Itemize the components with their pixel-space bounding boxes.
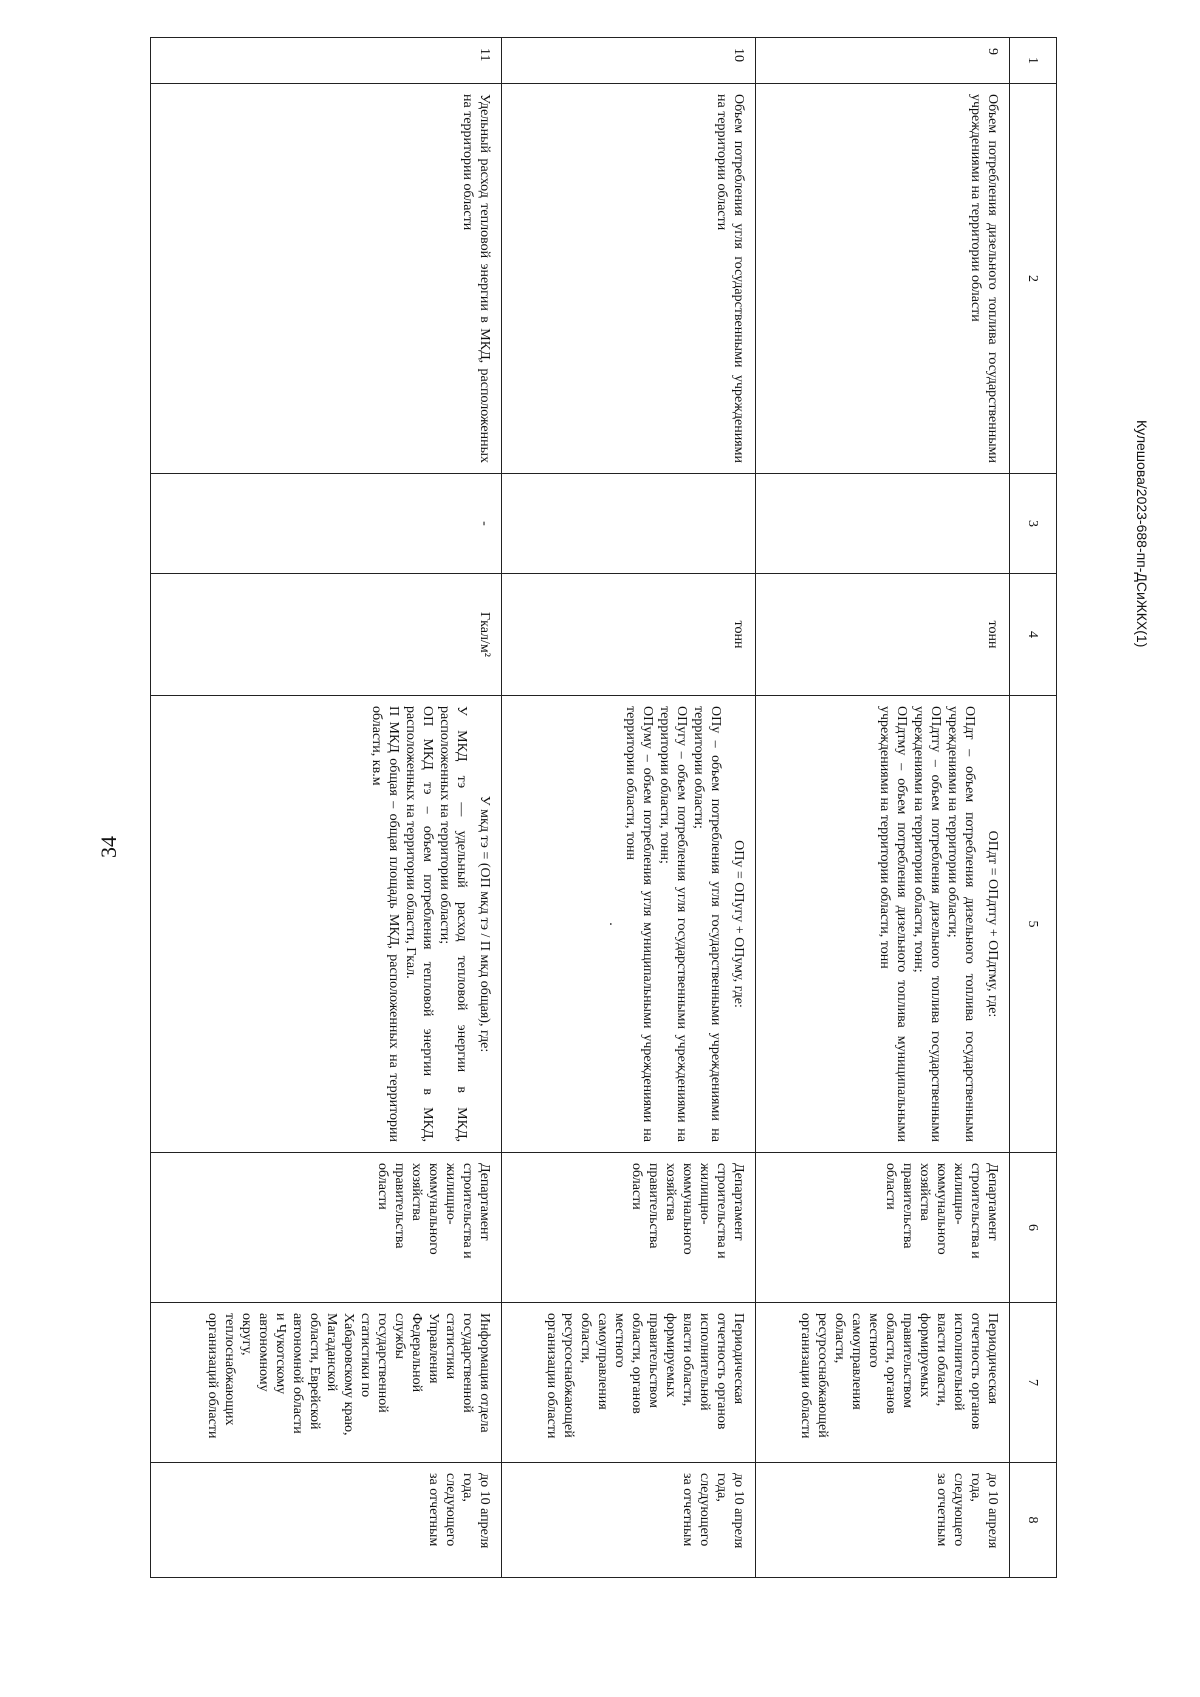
source-line: местного (612, 1313, 628, 1368)
source-line: ресурсоснабжающей (561, 1313, 577, 1438)
page-number: 34 (96, 836, 121, 858)
responsible-line: области (375, 1163, 391, 1210)
deadline-line: следующего (443, 1473, 459, 1547)
source-line: формируемых (663, 1313, 679, 1398)
data-source (151, 1303, 502, 1463)
deadline-line: года, (460, 1473, 476, 1502)
responsible-line: правительства (900, 1163, 915, 1249)
source-line: Магаданской (324, 1313, 340, 1392)
source-line: области, органов (883, 1313, 898, 1414)
header-cell: 8 (1010, 1463, 1057, 1578)
source-line: организации области (798, 1313, 813, 1439)
responsible-line: Департамент (985, 1163, 1000, 1241)
unit: Гкал/м² (151, 574, 502, 696)
header-cell: 1 (1010, 38, 1057, 84)
source-line: статистики по (358, 1313, 374, 1398)
source-line: самоуправления (595, 1313, 611, 1410)
indicator-name: Объем потребления дизельного топлива государственными учреждениями на территории области (756, 84, 1010, 474)
responsible-body (756, 1153, 1010, 1303)
indicators-table (150, 37, 1057, 1578)
base-value (756, 474, 1010, 574)
table-row (502, 38, 756, 1578)
formula-definition: ОПуму – объем потребления угля муниципальными учреждениями на территории области, тонн (623, 706, 656, 1142)
data-source (502, 1303, 756, 1463)
source-line: области, органов (629, 1313, 645, 1414)
calculation-method (756, 696, 1010, 1153)
document-code: Кулешова/2023-688-пп-ДСиЖКХ(1) (1134, 420, 1150, 648)
responsible-line: строительства и (714, 1163, 730, 1259)
deadline-line: года, (968, 1473, 983, 1502)
responsible-line: строительства и (460, 1163, 476, 1259)
row-number: 11 (151, 38, 502, 84)
deadline-line: до 10 апреля (985, 1473, 1000, 1549)
formula-definition: ОПдтму – объем потребления дизельного топлива муниципальными учреждениями на территории области, тонн (877, 706, 909, 1142)
deadline-line: следующего (951, 1473, 966, 1547)
source-line: правительством (646, 1313, 662, 1408)
deadline-line: за отчетным (680, 1473, 696, 1547)
source-line: автономному (256, 1313, 272, 1392)
base-value: - (151, 474, 502, 574)
table-row (756, 38, 1010, 1578)
responsible-line: области (883, 1163, 898, 1210)
responsible-line: жилищно- (443, 1163, 459, 1225)
source-line: округу, (239, 1313, 255, 1356)
source-line: теплоснабжающих (222, 1313, 238, 1426)
source-line: службы (392, 1313, 408, 1360)
source-line: организации области (544, 1313, 560, 1439)
source-line: статистики (443, 1313, 459, 1380)
source-line: Периодическая (985, 1313, 1000, 1405)
source-line: отчетность органов (714, 1313, 730, 1430)
source-line: формируемых (917, 1313, 932, 1398)
source-line: автономной области (290, 1313, 306, 1434)
responsible-line: хозяйства (917, 1163, 932, 1221)
source-line: области, (578, 1313, 594, 1364)
formula-definition: . (606, 922, 622, 926)
responsible-line: коммунального (934, 1163, 949, 1255)
formula: ОПу = ОПугу + ОПуму, где: (731, 840, 747, 1008)
deadline-line: за отчетным (934, 1473, 949, 1547)
source-line: самоуправления (849, 1313, 864, 1410)
deadline (756, 1463, 1010, 1578)
deadline-line: года, (714, 1473, 730, 1502)
header-cell: 5 (1010, 696, 1057, 1153)
source-line: местного (866, 1313, 881, 1368)
responsible-line: жилищно- (697, 1163, 713, 1225)
table-row (151, 38, 502, 1578)
indicator-name: Объем потребления угля государственными учреждениями на территории области (502, 84, 756, 474)
unit: тонн (502, 574, 756, 696)
formula-definition: ОПугу – объем потребления угля государственными учреждениями на территории области, тонн; (657, 706, 690, 1142)
header-row (1010, 38, 1057, 1578)
source-line: области, Еврейской (307, 1313, 323, 1430)
rotated-table-container (150, 37, 1057, 1577)
source-line: области, (832, 1313, 847, 1364)
responsible-line: правительства (646, 1163, 662, 1249)
responsible-line: хозяйства (409, 1163, 425, 1221)
row-number: 10 (502, 38, 756, 84)
base-value (502, 474, 756, 574)
deadline (151, 1463, 502, 1578)
header-cell: 3 (1010, 474, 1057, 574)
formula: У мкд тэ = (ОП мкд тэ / П мкд общая), где: (477, 795, 493, 1053)
formula-definition: У МКД тэ — удельный расход тепловой энергии в МКД, расположенных на территории области; (437, 706, 470, 1142)
deadline-line: до 10 апреля (731, 1473, 747, 1549)
source-line: государственной (460, 1313, 476, 1413)
deadline-line: следующего (697, 1473, 713, 1547)
formula-definition: ОПу – объем потребления угля государственными учреждениями на территории области; (691, 706, 724, 1142)
responsible-body (502, 1153, 756, 1303)
formula-definition: ОП МКД тэ – объем потребления тепловой энергии в МКД, расположенных на территории области, Гкал. (403, 706, 436, 1142)
responsible-line: области (629, 1163, 645, 1210)
header-cell: 2 (1010, 84, 1057, 474)
responsible-line: Департамент (731, 1163, 747, 1241)
row-number: 9 (756, 38, 1010, 84)
source-line: Федеральной (409, 1313, 425, 1393)
formula-definition: ОПдтгу – объем потребления дизельного топлива государственными учреждениями на территории области, тонн; (911, 706, 943, 1142)
responsible-line: жилищно- (951, 1163, 966, 1225)
source-line: Информация отдела (477, 1313, 493, 1433)
source-line: государственной (375, 1313, 391, 1413)
header-cell: 6 (1010, 1153, 1057, 1303)
source-line: правительством (900, 1313, 915, 1408)
source-line: организаций области (205, 1313, 221, 1439)
calculation-method (151, 696, 502, 1153)
deadline (502, 1463, 756, 1578)
calculation-method (502, 696, 756, 1153)
formula-definition: ОПдт – объем потребления дизельного топлива государственными учреждениями на территории области; (945, 706, 977, 1142)
source-line: Управления (426, 1313, 442, 1384)
deadline-line: за отчетным (426, 1473, 442, 1547)
formula-definition: П МКД общая – общая площадь МКД, расположенных на территории области, кв.м (369, 706, 402, 1142)
source-line: власти области, (680, 1313, 696, 1407)
responsible-line: строительства и (968, 1163, 983, 1259)
header-cell: 4 (1010, 574, 1057, 696)
responsible-line: правительства (392, 1163, 408, 1249)
source-line: исполнительной (697, 1313, 713, 1411)
responsible-line: коммунального (426, 1163, 442, 1255)
unit: тонн (756, 574, 1010, 696)
source-line: Периодическая (731, 1313, 747, 1405)
responsible-body (151, 1153, 502, 1303)
formula: ОПдт = ОПдтгу + ОПдтму, где: (985, 830, 1000, 1018)
data-source (756, 1303, 1010, 1463)
responsible-line: хозяйства (663, 1163, 679, 1221)
source-line: отчетность органов (968, 1313, 983, 1430)
header-cell: 7 (1010, 1303, 1057, 1463)
source-line: исполнительной (951, 1313, 966, 1411)
responsible-line: коммунального (680, 1163, 696, 1255)
deadline-line: до 10 апреля (477, 1473, 493, 1549)
source-line: Хабаровскому краю, (341, 1313, 357, 1436)
source-line: ресурсоснабжающей (815, 1313, 830, 1438)
responsible-line: Департамент (477, 1163, 493, 1241)
source-line: власти области, (934, 1313, 949, 1407)
indicator-name: Удельный расход тепловой энергии в МКД, расположенных на территории области (151, 84, 502, 474)
source-line: и Чукотскому (273, 1313, 289, 1395)
